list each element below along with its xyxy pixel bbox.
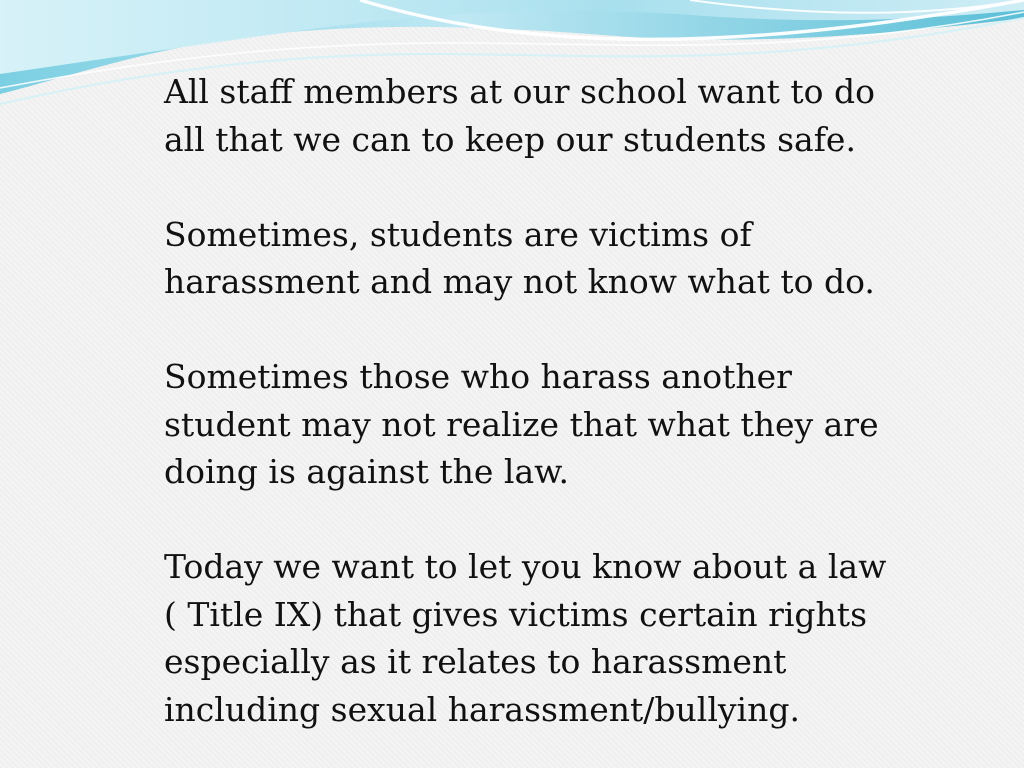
slide-body-text — [164, 68, 924, 733]
paragraph-2-line-2: harassment and may not know what to do. — [164, 262, 875, 301]
paragraph-4-line-3: especially as it relates to harassment — [164, 642, 787, 681]
paragraph-3-line-3: doing is against the law. — [164, 452, 569, 491]
paragraph-4-line-1: Today we want to let you know about a law — [164, 547, 887, 586]
paragraph-spacer — [164, 496, 924, 544]
paragraph-1 — [164, 68, 924, 163]
paragraph-3 — [164, 353, 924, 496]
paragraph-1-line-1: All staff members at our school want to do — [164, 72, 875, 111]
paragraph-4-line-4: including sexual harassment/bullying. — [164, 689, 800, 729]
paragraph-4 — [164, 543, 924, 733]
paragraph-3-line-2: student may not realize that what they are — [164, 404, 879, 444]
paragraph-4-line-2: ( Title IX) that gives victims certain rights — [164, 594, 868, 634]
paragraph-2 — [164, 211, 924, 306]
paragraph-2-line-1: Sometimes, students are victims of — [164, 214, 752, 254]
paragraph-spacer — [164, 306, 924, 354]
paragraph-3-line-1: Sometimes those who harass another — [164, 357, 792, 396]
paragraph-spacer — [164, 163, 924, 211]
paragraph-1-line-2: all that we can to keep our students safe. — [164, 119, 856, 159]
